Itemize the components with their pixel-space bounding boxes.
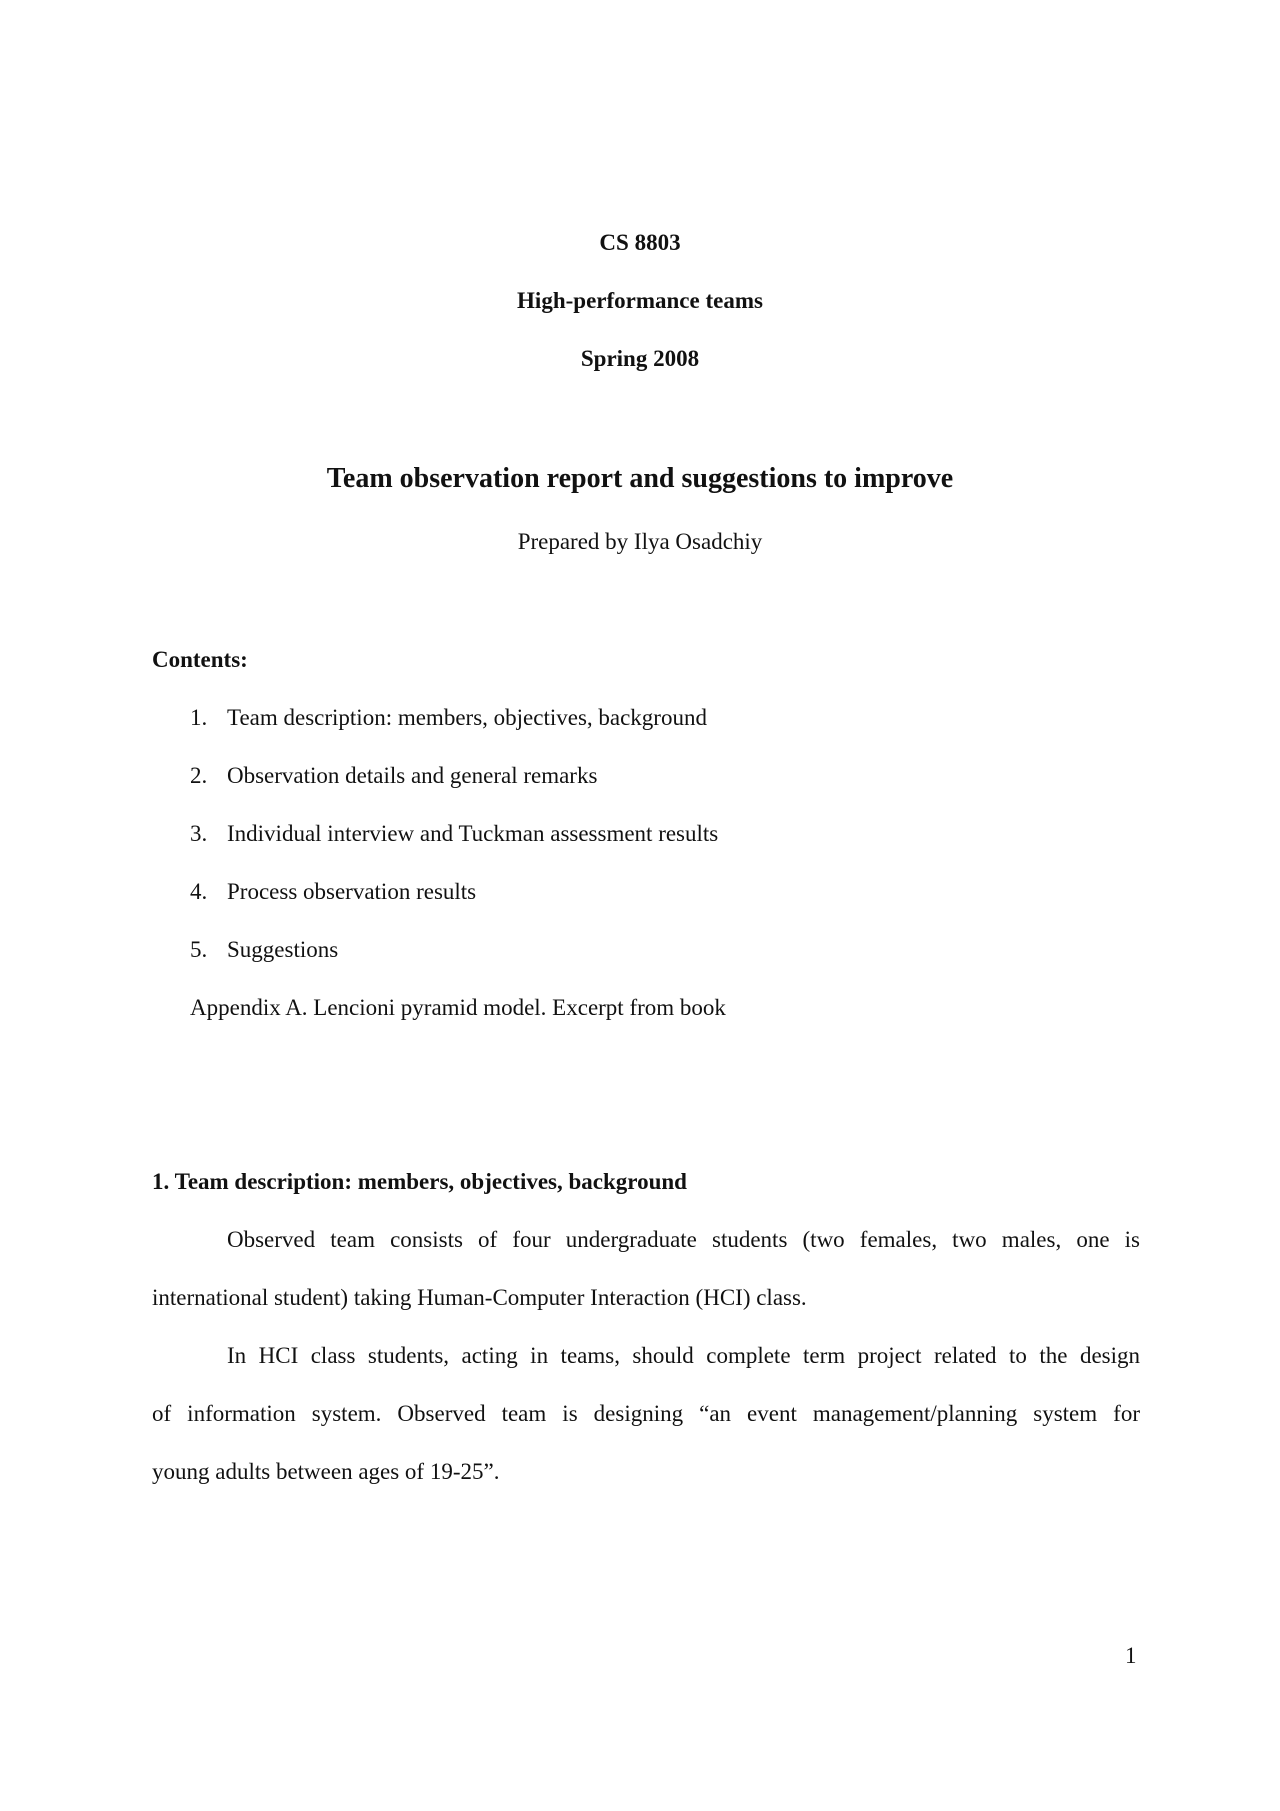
contents-item-text: Suggestions (227, 937, 339, 962)
contents-item-text: Individual interview and Tuckman assessment results (227, 821, 719, 846)
contents-appendix: Appendix A. Lencioni pyramid model. Excerpt from book (190, 995, 726, 1020)
paragraph-line: young adults between ages of 19-25”. (152, 1459, 500, 1484)
paragraph-line: In HCI class students, acting in teams, should complete term project related to the design (227, 1343, 1140, 1368)
course-title: High-performance teams (517, 288, 763, 313)
section-heading: 1. Team description: members, objectives, background (152, 1169, 687, 1194)
contents-item-number: 4. (190, 879, 208, 904)
contents-item-number: 3. (190, 821, 208, 846)
contents-item-number: 5. (190, 937, 208, 962)
course-term: Spring 2008 (580, 346, 700, 371)
contents-item-number: 2. (190, 763, 208, 788)
contents-item-text: Team description: members, objectives, background (227, 705, 707, 730)
contents-heading: Contents: (152, 647, 248, 672)
report-byline: Prepared by Ilya Osadchiy (517, 529, 763, 554)
paragraph-line: of information system. Observed team is designing “an event management/planning system for (152, 1401, 1140, 1426)
course-number: CS 8803 (599, 230, 681, 255)
page-number: 1 (1125, 1643, 1137, 1668)
contents-item-number: 1. (190, 705, 208, 730)
contents-item-text: Observation details and general remarks (227, 763, 598, 788)
contents-item-text: Process observation results (227, 879, 477, 904)
paragraph-line: international student) taking Human-Computer Interaction (HCI) class. (152, 1285, 807, 1310)
paragraph-line: Observed team consists of four undergraduate students (two females, two males, one is (227, 1227, 1140, 1252)
report-title: Team observation report and suggestions to improve (326, 463, 954, 494)
